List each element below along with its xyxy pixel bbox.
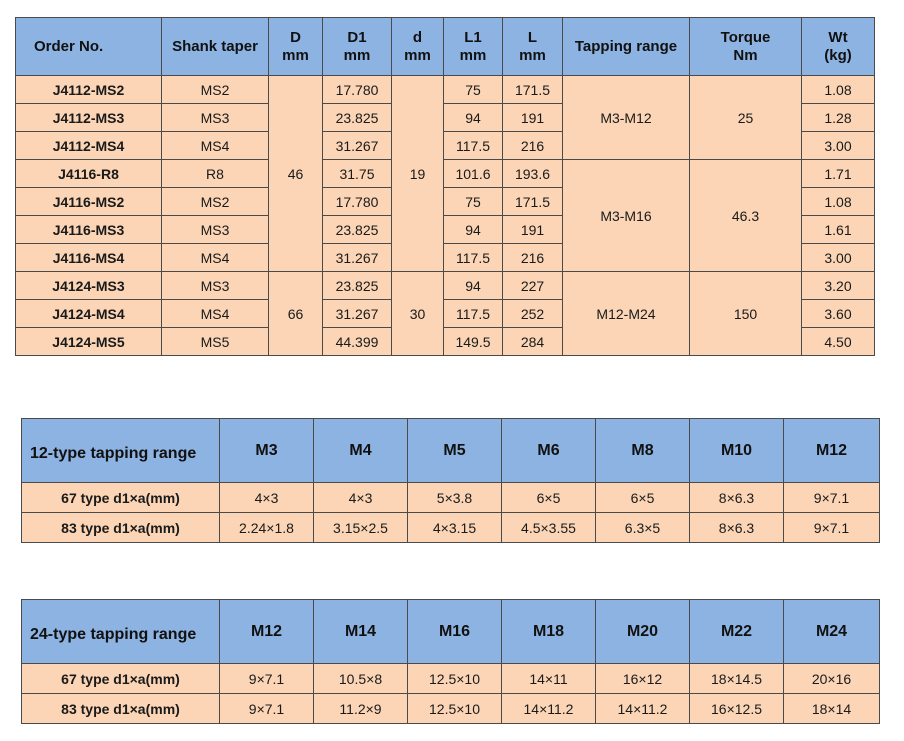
size-header: M14 (314, 600, 408, 664)
value-cell: 9×7.1 (784, 513, 880, 543)
L-cell: 216 (503, 132, 563, 160)
value-cell: 11.2×9 (314, 694, 408, 724)
weight-cell: 3.00 (802, 244, 875, 272)
L-cell: 216 (503, 244, 563, 272)
weight-cell: 1.61 (802, 216, 875, 244)
taper-cell: MS3 (162, 272, 269, 300)
tapping-range-12-table (21, 418, 880, 543)
L-cell: 171.5 (503, 188, 563, 216)
L1-cell: 101.6 (444, 160, 503, 188)
value-cell: 4×3 (220, 483, 314, 513)
L1-cell: 94 (444, 216, 503, 244)
size-header: M10 (690, 419, 784, 483)
L1-cell: 117.5 (444, 244, 503, 272)
weight-cell: 1.08 (802, 76, 875, 104)
L-cell: 252 (503, 300, 563, 328)
taper-cell: MS3 (162, 104, 269, 132)
value-cell: 4×3 (314, 483, 408, 513)
taper-cell: R8 (162, 160, 269, 188)
value-cell: 20×16 (784, 664, 880, 694)
value-cell: 16×12 (596, 664, 690, 694)
order-cell: J4116-MS3 (16, 216, 162, 244)
value-cell: 9×7.1 (220, 694, 314, 724)
value-cell: 4.5×3.55 (502, 513, 596, 543)
D1-cell: 31.267 (323, 132, 392, 160)
value-cell: 18×14.5 (690, 664, 784, 694)
col-shank-taper: Shank taper (162, 18, 269, 76)
value-cell: 10.5×8 (314, 664, 408, 694)
D1-cell: 23.825 (323, 272, 392, 300)
weight-cell: 3.20 (802, 272, 875, 300)
table-row (22, 694, 880, 724)
size-header: M5 (408, 419, 502, 483)
D1-cell: 23.825 (323, 216, 392, 244)
value-cell: 9×7.1 (784, 483, 880, 513)
L1-cell: 94 (444, 272, 503, 300)
order-cell: J4112-MS2 (16, 76, 162, 104)
order-cell: J4112-MS3 (16, 104, 162, 132)
L-cell: 171.5 (503, 76, 563, 104)
col-d: d mm (392, 18, 444, 76)
torque-cell: 150 (690, 272, 802, 356)
value-cell: 3.15×2.5 (314, 513, 408, 543)
tapping-range-24-table (21, 599, 880, 724)
L1-cell: 117.5 (444, 132, 503, 160)
value-cell: 6×5 (596, 483, 690, 513)
D1-cell: 17.780 (323, 188, 392, 216)
size-header: M24 (784, 600, 880, 664)
taper-cell: MS4 (162, 244, 269, 272)
d-cell: 30 (392, 272, 444, 356)
size-header: M4 (314, 419, 408, 483)
L-cell: 227 (503, 272, 563, 300)
table-title: 24-type tapping range (22, 600, 220, 664)
order-cell: J4116-MS2 (16, 188, 162, 216)
d-cell: 19 (392, 76, 444, 272)
D1-cell: 31.267 (323, 244, 392, 272)
D1-cell: 31.75 (323, 160, 392, 188)
weight-cell: 3.00 (802, 132, 875, 160)
order-cell: J4116-MS4 (16, 244, 162, 272)
row-label: 67 type d1×a(mm) (22, 483, 220, 513)
col-D1: D1 mm (323, 18, 392, 76)
header-row (22, 600, 880, 664)
value-cell: 8×6.3 (690, 513, 784, 543)
size-header: M12 (784, 419, 880, 483)
order-cell: J4116-R8 (16, 160, 162, 188)
col-tapping-range: Tapping range (563, 18, 690, 76)
size-header: M8 (596, 419, 690, 483)
size-header: M6 (502, 419, 596, 483)
order-cell: J4112-MS4 (16, 132, 162, 160)
weight-cell: 1.71 (802, 160, 875, 188)
D-cell: 46 (269, 76, 323, 272)
tapping-range-cell: M12-M24 (563, 272, 690, 356)
value-cell: 4×3.15 (408, 513, 502, 543)
size-header: M22 (690, 600, 784, 664)
size-header: M3 (220, 419, 314, 483)
torque-cell: 25 (690, 76, 802, 160)
tapping-range-cell: M3-M16 (563, 160, 690, 272)
row-label: 83 type d1×a(mm) (22, 694, 220, 724)
col-D: D mm (269, 18, 323, 76)
L-cell: 284 (503, 328, 563, 356)
header-row (16, 18, 875, 76)
value-cell: 2.24×1.8 (220, 513, 314, 543)
D1-cell: 31.267 (323, 300, 392, 328)
value-cell: 8×6.3 (690, 483, 784, 513)
L1-cell: 149.5 (444, 328, 503, 356)
table-row (16, 272, 875, 300)
D1-cell: 23.825 (323, 104, 392, 132)
weight-cell: 1.28 (802, 104, 875, 132)
L1-cell: 94 (444, 104, 503, 132)
order-cell: J4124-MS4 (16, 300, 162, 328)
table-row (16, 160, 875, 188)
table-title: 12-type tapping range (22, 419, 220, 483)
size-header: M12 (220, 600, 314, 664)
taper-cell: MS4 (162, 132, 269, 160)
value-cell: 14×11 (502, 664, 596, 694)
D-cell: 66 (269, 272, 323, 356)
tapping-range-cell: M3-M12 (563, 76, 690, 160)
value-cell: 12.5×10 (408, 664, 502, 694)
header-row (22, 419, 880, 483)
col-weight: Wt (kg) (802, 18, 875, 76)
torque-cell: 46.3 (690, 160, 802, 272)
weight-cell: 4.50 (802, 328, 875, 356)
col-torque: Torque Nm (690, 18, 802, 76)
row-label: 67 type d1×a(mm) (22, 664, 220, 694)
D1-cell: 44.399 (323, 328, 392, 356)
L-cell: 191 (503, 104, 563, 132)
value-cell: 16×12.5 (690, 694, 784, 724)
order-cell: J4124-MS5 (16, 328, 162, 356)
value-cell: 14×11.2 (502, 694, 596, 724)
value-cell: 9×7.1 (220, 664, 314, 694)
table-row (22, 664, 880, 694)
taper-cell: MS5 (162, 328, 269, 356)
value-cell: 6.3×5 (596, 513, 690, 543)
L1-cell: 117.5 (444, 300, 503, 328)
order-cell: J4124-MS3 (16, 272, 162, 300)
weight-cell: 3.60 (802, 300, 875, 328)
taper-cell: MS3 (162, 216, 269, 244)
D1-cell: 17.780 (323, 76, 392, 104)
col-L: L mm (503, 18, 563, 76)
table-row (22, 513, 880, 543)
taper-cell: MS2 (162, 188, 269, 216)
value-cell: 18×14 (784, 694, 880, 724)
value-cell: 6×5 (502, 483, 596, 513)
L1-cell: 75 (444, 188, 503, 216)
taper-cell: MS2 (162, 76, 269, 104)
L-cell: 191 (503, 216, 563, 244)
L1-cell: 75 (444, 76, 503, 104)
L-cell: 193.6 (503, 160, 563, 188)
value-cell: 12.5×10 (408, 694, 502, 724)
value-cell: 14×11.2 (596, 694, 690, 724)
row-label: 83 type d1×a(mm) (22, 513, 220, 543)
table-row (16, 76, 875, 104)
taper-cell: MS4 (162, 300, 269, 328)
size-header: M18 (502, 600, 596, 664)
table-row (22, 483, 880, 513)
size-header: M20 (596, 600, 690, 664)
col-order-no: Order No. (16, 18, 162, 76)
tap-holder-spec-table (15, 17, 875, 356)
weight-cell: 1.08 (802, 188, 875, 216)
col-L1: L1 mm (444, 18, 503, 76)
value-cell: 5×3.8 (408, 483, 502, 513)
size-header: M16 (408, 600, 502, 664)
